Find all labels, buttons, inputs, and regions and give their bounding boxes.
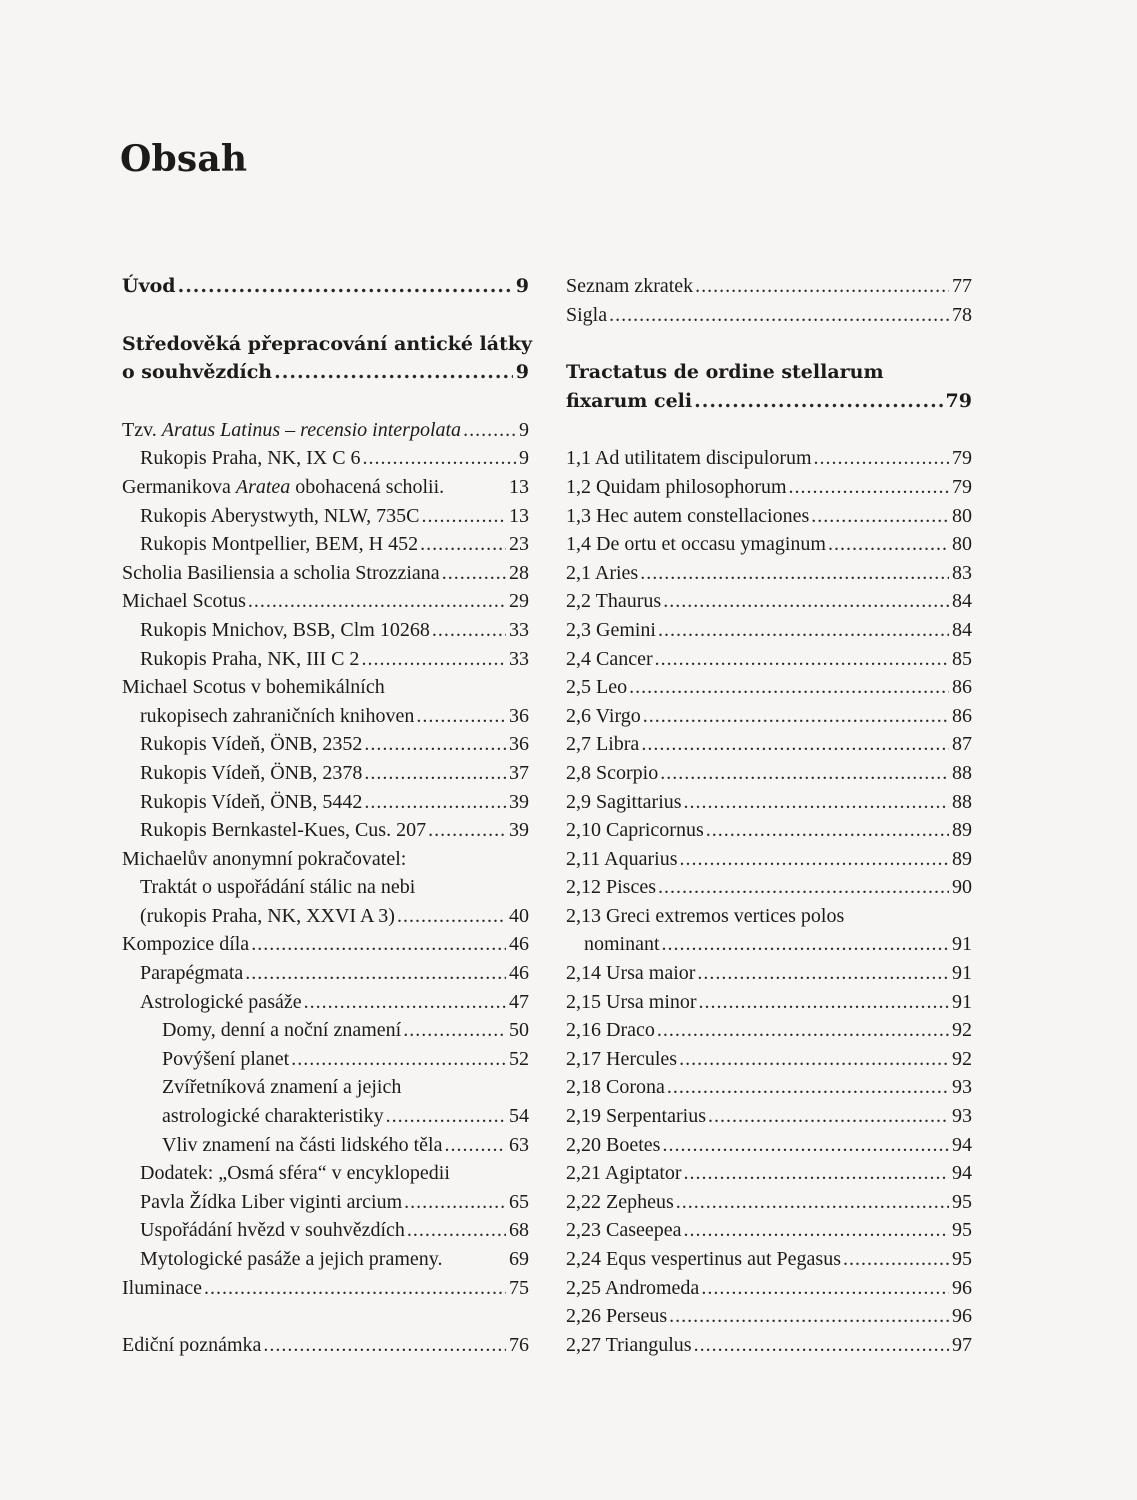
toc-entry[interactable] xyxy=(566,1016,972,1045)
toc-page: 77 xyxy=(952,275,972,297)
toc-label: 2,21 Agiptator xyxy=(566,1162,682,1185)
toc-label: 2,27 Triangulus xyxy=(566,1333,692,1356)
toc-entry-kompozice[interactable] xyxy=(122,930,529,959)
leader-dots xyxy=(291,1045,506,1074)
leader-dots xyxy=(679,845,949,874)
toc-page: 94 xyxy=(952,1133,972,1156)
toc-entry[interactable] xyxy=(566,959,972,988)
leader-dots xyxy=(178,272,513,301)
toc-label: 1,1 Ad utilitatem discipulorum xyxy=(566,447,812,470)
toc-label: Rukopis Aberystwyth, NLW, 735C xyxy=(140,504,420,527)
toc-page: 54 xyxy=(509,1105,529,1128)
toc-label-line: Dodatek: „Osmá sféra“ v encyklopedii xyxy=(140,1162,450,1185)
leader-dots xyxy=(684,1159,949,1188)
toc-page: 80 xyxy=(952,533,972,556)
toc-label: 2,3 Gemini xyxy=(566,618,656,641)
toc-entry-scholia[interactable] xyxy=(122,559,529,588)
leader-dots xyxy=(643,702,949,731)
toc-entry-uvod[interactable] xyxy=(122,272,529,301)
toc-label: 2,6 Virgo xyxy=(566,704,641,727)
toc-page: 95 xyxy=(952,1190,972,1213)
toc-label: Domy, denní a noční znamení xyxy=(162,1019,402,1042)
toc-label: 2,1 Aries xyxy=(566,561,639,584)
leader-dots xyxy=(386,1102,506,1131)
toc-label-line: Traktát o uspořádání stálic na nebi xyxy=(140,876,416,899)
toc-label-line: rukopisech zahraničních knihoven xyxy=(140,704,415,727)
toc-entry-rukopis-praha-ix[interactable] xyxy=(122,444,529,473)
toc-label: Sigla xyxy=(566,303,608,326)
leader-dots xyxy=(421,502,506,531)
leader-dots xyxy=(701,1274,949,1303)
toc-label: 2,11 Aquarius xyxy=(566,847,678,870)
toc-label-line: Středověká přepracování antické látky xyxy=(122,332,533,355)
toc-entry[interactable] xyxy=(566,730,972,759)
toc-page: 89 xyxy=(952,819,972,842)
leader-dots xyxy=(263,1331,506,1360)
toc-label: Mytologické pasáže a jejich prameny. xyxy=(140,1248,443,1270)
page-title: Obsah xyxy=(120,138,248,180)
toc-entry-iluminace[interactable] xyxy=(122,1274,529,1303)
toc-entry-montpellier[interactable] xyxy=(122,530,529,559)
toc-page: 93 xyxy=(952,1105,972,1128)
toc-entry[interactable] xyxy=(566,1102,972,1131)
toc-entry-edicni[interactable] xyxy=(122,1331,529,1360)
toc-label-line: Michael Scotus v bohemikálních xyxy=(122,676,385,699)
leader-dots xyxy=(669,1302,949,1331)
leader-dots xyxy=(428,816,506,845)
toc-entry[interactable] xyxy=(566,502,972,531)
toc-page: 65 xyxy=(509,1190,529,1213)
toc-entry-povyseni[interactable] xyxy=(122,1045,529,1074)
toc-entry[interactable] xyxy=(566,816,972,845)
toc-entry[interactable] xyxy=(566,873,972,902)
toc-label: 2,17 Hercules xyxy=(566,1047,678,1070)
toc-page: 88 xyxy=(952,761,972,784)
leader-dots xyxy=(695,272,949,301)
toc-entry-domy[interactable] xyxy=(122,1016,529,1045)
toc-entry-vliv[interactable] xyxy=(122,1131,529,1160)
toc-entry-parapegmata[interactable] xyxy=(122,959,529,988)
toc-entry[interactable] xyxy=(566,759,972,788)
leader-dots xyxy=(814,444,949,473)
toc-label: 2,25 Andromeda xyxy=(566,1276,700,1299)
toc-page: 91 xyxy=(952,962,972,985)
toc-label: Rukopis Vídeň, ÖNB, 5442 xyxy=(140,790,363,813)
toc-label-line: o souhvězdích xyxy=(122,361,273,384)
toc-entry[interactable] xyxy=(566,1159,972,1188)
toc-page: 91 xyxy=(952,933,972,956)
toc-label: 2,9 Sagittarius xyxy=(566,790,682,813)
toc-label: 2,24 Equs vespertinus aut Pegasus xyxy=(566,1248,841,1270)
toc-entry[interactable] xyxy=(566,559,972,588)
toc-label: 1,3 Hec autem constellaciones xyxy=(566,504,810,527)
toc-entry-viden-5442[interactable] xyxy=(122,788,529,817)
toc-page: 95 xyxy=(952,1248,972,1270)
toc-entry[interactable] xyxy=(566,988,972,1017)
leader-dots xyxy=(442,559,506,588)
leader-dots xyxy=(694,387,942,416)
leader-dots xyxy=(364,759,506,788)
toc-label: 2,23 Caseepea xyxy=(566,1219,682,1242)
toc-label-line: Zvířetníková znamení a jejich xyxy=(162,1076,402,1099)
toc-entry-mytologicke[interactable] xyxy=(122,1245,529,1274)
toc-entry[interactable] xyxy=(566,1073,972,1102)
leader-dots xyxy=(397,902,506,931)
toc-page: 39 xyxy=(509,819,529,842)
leader-dots xyxy=(204,1274,506,1303)
toc-label: 2,4 Cancer xyxy=(566,647,653,670)
toc-label: 2,19 Serpentarius xyxy=(566,1105,706,1128)
toc-entry-aberystwyth[interactable] xyxy=(122,502,529,531)
toc-page: 68 xyxy=(509,1219,529,1242)
leader-dots xyxy=(811,502,949,531)
toc-page: 79 xyxy=(945,389,972,412)
toc-label-line: nominant xyxy=(584,933,660,956)
toc-entry[interactable] xyxy=(566,788,972,817)
toc-entry[interactable] xyxy=(566,587,972,616)
leader-dots xyxy=(251,930,506,959)
toc-label: Úvod xyxy=(122,275,176,297)
toc-label: 2,15 Ursa minor xyxy=(566,990,697,1013)
toc-label: Vliv znamení na části lidského těla xyxy=(162,1133,443,1156)
toc-entry-pokracovatel[interactable] xyxy=(122,845,529,931)
leader-dots xyxy=(420,530,506,559)
toc-entry-bernkastel[interactable] xyxy=(122,816,529,845)
leader-dots xyxy=(274,358,513,387)
leader-dots xyxy=(403,1016,506,1045)
toc-label: Rukopis Mnichov, BSB, Clm 10268 xyxy=(140,618,430,641)
toc-page: 46 xyxy=(509,933,529,956)
toc-page: 87 xyxy=(952,733,972,756)
toc-page: 13 xyxy=(509,504,529,527)
toc-entry[interactable] xyxy=(566,1216,972,1245)
leader-dots xyxy=(658,873,949,902)
toc-label: Rukopis Bernkastel-Kues, Cus. 207 xyxy=(140,819,427,842)
toc-entry[interactable] xyxy=(566,845,972,874)
leader-dots xyxy=(416,702,506,731)
leader-dots xyxy=(432,616,506,645)
toc-page: 79 xyxy=(952,475,972,498)
toc-page: 28 xyxy=(509,561,529,584)
toc-page: 40 xyxy=(509,904,529,927)
toc-page: 69 xyxy=(509,1248,529,1270)
toc-entry[interactable] xyxy=(566,673,972,702)
toc-label-line: Michaelův anonymní pokračovatel: xyxy=(122,847,407,870)
toc-label: 1,2 Quidam philosophorum xyxy=(566,475,787,498)
toc-page: 76 xyxy=(509,1334,529,1357)
toc-label: Rukopis Praha, NK, IX C 6 xyxy=(140,447,361,470)
toc-label: Rukopis Montpellier, BEM, H 452 xyxy=(140,533,419,556)
toc-page: 46 xyxy=(509,962,529,985)
toc-entry[interactable] xyxy=(566,1131,972,1160)
toc-entry-astrologicke[interactable] xyxy=(122,988,529,1017)
leader-dots xyxy=(248,587,506,616)
toc-page: 95 xyxy=(952,1219,972,1242)
leader-dots xyxy=(655,645,949,674)
toc-label: Parapégmata xyxy=(140,962,244,985)
toc-chapter-list xyxy=(566,959,972,1359)
toc-page: 29 xyxy=(509,590,529,613)
leader-dots xyxy=(828,530,949,559)
toc-left-column xyxy=(122,272,533,1360)
toc-label: 2,2 Thaurus xyxy=(566,590,662,613)
toc-right-column xyxy=(566,272,972,1359)
toc-page: 93 xyxy=(952,1076,972,1099)
toc-entry[interactable] xyxy=(566,1045,972,1074)
toc-page: 39 xyxy=(509,790,529,813)
leader-dots xyxy=(658,616,949,645)
toc-page: 94 xyxy=(952,1162,972,1185)
leader-dots xyxy=(629,673,949,702)
toc-page: 91 xyxy=(952,990,972,1013)
toc-label: Uspořádání hvězd v souhvězdích xyxy=(140,1219,405,1242)
toc-label: Germanikova xyxy=(122,475,236,498)
toc-page: 75 xyxy=(509,1276,529,1299)
toc-entry-praha-iii[interactable] xyxy=(122,645,529,674)
leader-dots xyxy=(699,988,949,1017)
toc-label: 1,4 De ortu et occasu ymaginum xyxy=(566,533,826,556)
toc-page: 36 xyxy=(509,733,529,756)
toc-label: 2,22 Zepheus xyxy=(566,1190,674,1213)
leader-dots xyxy=(640,559,949,588)
leader-dots xyxy=(684,1216,949,1245)
toc-label: 2,20 Boetes xyxy=(566,1133,661,1156)
toc-label: Rukopis Vídeň, ÖNB, 2352 xyxy=(140,733,363,756)
leader-dots xyxy=(609,301,949,330)
toc-entry[interactable] xyxy=(566,1302,972,1331)
leader-dots xyxy=(463,416,516,445)
toc-page: 13 xyxy=(509,475,529,498)
toc-page: 83 xyxy=(952,561,972,584)
toc-entry-aratus[interactable] xyxy=(122,416,529,445)
toc-entry-viden-2378[interactable] xyxy=(122,759,529,788)
toc-entry[interactable] xyxy=(566,616,972,645)
leader-dots xyxy=(407,1216,506,1245)
toc-entry-seznam[interactable] xyxy=(566,272,972,301)
leader-dots xyxy=(843,1245,949,1274)
toc-page: 78 xyxy=(952,303,972,326)
toc-label: Povýšení planet xyxy=(162,1047,290,1070)
leader-dots xyxy=(363,444,516,473)
toc-label: 2,16 Draco xyxy=(566,1019,655,1042)
toc-label-line: fixarum celi xyxy=(566,389,693,412)
toc-entry-tractatus[interactable] xyxy=(566,358,972,415)
toc-page: 89 xyxy=(952,847,972,870)
toc-entry[interactable] xyxy=(566,702,972,731)
leader-dots xyxy=(684,788,949,817)
toc-label-line: Tractatus de ordine stellarum xyxy=(566,361,884,384)
toc-label-italic: Aratea xyxy=(235,475,291,498)
toc-label: Seznam zkratek xyxy=(566,275,694,297)
toc-label: Michael Scotus xyxy=(122,590,246,613)
toc-page: 85 xyxy=(952,647,972,670)
toc-page: 92 xyxy=(952,1047,972,1070)
toc-label-line: astrologické charakteristiky xyxy=(162,1105,384,1128)
leader-dots xyxy=(444,1131,506,1160)
toc-page: 52 xyxy=(509,1047,529,1070)
toc-label: 2,12 Pisces xyxy=(566,876,656,899)
toc-page: 97 xyxy=(952,1333,972,1356)
toc-page: 88 xyxy=(952,790,972,813)
toc-page: 9 xyxy=(519,447,529,470)
toc-page: 80 xyxy=(952,504,972,527)
leader-dots xyxy=(706,816,949,845)
toc-page: 84 xyxy=(952,590,972,613)
toc-label: Astrologické pasáže xyxy=(140,990,302,1013)
toc-page: 50 xyxy=(509,1019,529,1042)
toc-label: 2,5 Leo xyxy=(566,676,628,699)
toc-entry-usporadani[interactable] xyxy=(122,1216,529,1245)
toc-page: 9 xyxy=(515,361,529,384)
toc-entry[interactable] xyxy=(566,1188,972,1217)
toc-label: Rukopis Vídeň, ÖNB, 2378 xyxy=(140,761,363,784)
leader-dots xyxy=(245,959,506,988)
toc-label-line: 2,13 Greci extremos vertices polos xyxy=(566,904,845,927)
toc-label-italic: Aratus Latinus – recensio interpolata xyxy=(161,418,462,441)
toc-page: 84 xyxy=(952,618,972,641)
leader-dots xyxy=(694,1331,949,1360)
toc-entry-mnichov[interactable] xyxy=(122,616,529,645)
toc-entry-viden-2352[interactable] xyxy=(122,730,529,759)
toc-entry-dodatek[interactable] xyxy=(122,1159,529,1216)
toc-entry-scotus-bohemikalni[interactable] xyxy=(122,673,529,730)
leader-dots xyxy=(697,959,949,988)
toc-page: 79 xyxy=(952,447,972,470)
toc-label: Iluminace xyxy=(122,1276,202,1299)
toc-page: 47 xyxy=(509,990,529,1013)
leader-dots xyxy=(364,788,506,817)
toc-page: 36 xyxy=(509,704,529,727)
leader-dots xyxy=(667,1073,949,1102)
toc-label: obohacená scholii. xyxy=(290,475,445,498)
toc-page: 90 xyxy=(952,876,972,899)
toc-label: 2,26 Perseus xyxy=(566,1305,668,1328)
toc-page: 37 xyxy=(509,761,529,784)
toc-entry-greci[interactable] xyxy=(566,902,972,959)
toc-entry[interactable] xyxy=(566,444,972,473)
leader-dots xyxy=(361,645,506,674)
toc-entry-scotus[interactable] xyxy=(122,587,529,616)
toc-entry-germanikova[interactable] xyxy=(122,473,529,502)
toc-label-line: (rukopis Praha, NK, XXVI A 3) xyxy=(140,904,395,927)
toc-page: 86 xyxy=(952,704,972,727)
toc-page: 33 xyxy=(509,647,529,670)
toc-entry-stredoveka[interactable] xyxy=(122,330,533,387)
leader-dots xyxy=(662,1131,949,1160)
toc-page: 86 xyxy=(952,676,972,699)
leader-dots xyxy=(662,930,949,959)
leader-dots xyxy=(708,1102,949,1131)
toc-label: 2,14 Ursa maior xyxy=(566,962,696,985)
toc-label: Kompozice díla xyxy=(122,933,250,956)
leader-dots xyxy=(663,587,949,616)
toc-label: Scholia Basiliensia a scholia Strozziana xyxy=(122,561,440,584)
toc-label-line: Pavla Žídka Liber viginti arcium xyxy=(140,1190,403,1213)
toc-entry[interactable] xyxy=(566,530,972,559)
leader-dots xyxy=(304,988,506,1017)
leader-dots xyxy=(789,473,949,502)
toc-page: 23 xyxy=(509,533,529,556)
toc-chapter-list xyxy=(566,444,972,902)
toc-label: Tzv. xyxy=(122,418,162,441)
toc-label: 2,18 Corona xyxy=(566,1076,665,1099)
toc-entry[interactable] xyxy=(566,1331,972,1360)
toc-entry-zviretnikova[interactable] xyxy=(122,1073,529,1130)
toc-entry[interactable] xyxy=(566,1245,972,1274)
leader-dots xyxy=(641,730,949,759)
leader-dots xyxy=(679,1045,949,1074)
toc-label: Ediční poznámka xyxy=(122,1334,262,1357)
toc-entry[interactable] xyxy=(566,473,972,502)
toc-label: 2,10 Capricornus xyxy=(566,819,704,842)
toc-page: 63 xyxy=(509,1133,529,1156)
toc-page: 9 xyxy=(519,418,529,441)
toc-page: 96 xyxy=(952,1276,972,1299)
toc-page: 33 xyxy=(509,618,529,641)
toc-entry[interactable] xyxy=(566,1274,972,1303)
toc-label: 2,7 Libra xyxy=(566,733,640,756)
toc-label: 2,8 Scorpio xyxy=(566,761,659,784)
leader-dots xyxy=(657,1016,949,1045)
toc-entry[interactable] xyxy=(566,645,972,674)
toc-entry-sigla[interactable] xyxy=(566,301,972,330)
toc-page: 96 xyxy=(952,1305,972,1328)
leader-dots xyxy=(676,1188,949,1217)
leader-dots xyxy=(404,1188,506,1217)
leader-dots xyxy=(364,730,506,759)
toc-label: Rukopis Praha, NK, III C 2 xyxy=(140,647,360,670)
toc-page: 9 xyxy=(515,275,529,297)
leader-dots xyxy=(660,759,949,788)
toc-page: 92 xyxy=(952,1019,972,1042)
